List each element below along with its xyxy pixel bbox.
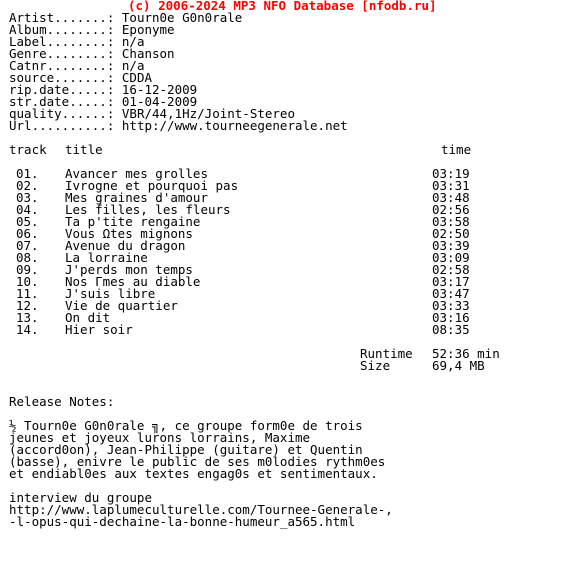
tracklist-header-title: title [65,142,103,157]
track-title: J'perds mon temps [65,262,193,277]
size-value: 69,4 MB [432,358,485,373]
info-key: Artist.......: [9,10,115,25]
release-notes-line: ½ Tourn0e G0n0rale ╗, ce groupe form0e de trois [9,418,363,433]
track-time: 03:09 [432,250,470,265]
track-time: 02:58 [432,262,470,277]
track-title: Avenue du dragon [65,238,186,253]
info-value: Eponyme [121,22,175,37]
info-value: VBR/44,1Hz/Joint-Stereo [121,106,295,121]
track-number: 13. [16,310,39,325]
track-number: 08. [16,250,39,265]
track-time: 08:35 [432,322,470,337]
runtime-value: 52:36 min [432,346,500,361]
track-time: 02:56 [432,202,470,217]
release-notes-line: et endiabl0es aux textes engag0s et sentimentaux. [9,466,378,481]
info-value: 16-12-2009 [121,82,198,97]
release-notes-line: (basse), enivre le public de ses m0lodies rythm0es [9,454,386,469]
track-time: 03:48 [432,190,470,205]
track-title: La lorraine [65,250,148,265]
info-key: Catnr........: [9,58,115,73]
track-title: Ivrogne et pourquoi pas [65,178,239,193]
info-value: CDDA [121,70,152,85]
track-title: Hier soir [65,322,133,337]
track-time: 03:17 [432,274,470,289]
track-title: Vous Ωtes mignons [65,226,193,241]
info-value: n/a [121,58,145,73]
info-key: Label........: [9,34,115,49]
track-title: Vie de quartier [65,298,178,313]
track-number: 12. [16,298,39,313]
info-key: Genre........: [9,46,115,61]
track-number: 11. [16,286,39,301]
track-time: 03:33 [432,298,470,313]
track-title: Nos Гmes au diable [65,274,201,289]
info-key: Album........: [9,22,115,37]
info-key: Url..........: [9,118,115,133]
track-title: Les filles, les fleurs [65,202,231,217]
track-time: 03:19 [432,166,470,181]
track-title: J'suis libre [65,286,156,301]
track-number: 06. [16,226,39,241]
info-value: n/a [121,34,145,49]
info-value: Tourn0e G0n0rale [121,10,243,25]
track-time: 03:58 [432,214,470,229]
info-key: rip.date.....: [9,82,115,97]
track-number: 05. [16,214,39,229]
interview-line: interview du groupe [9,490,152,505]
info-value: 01-04-2009 [121,94,198,109]
runtime-label: Runtime [360,346,413,361]
track-number: 01. [16,166,39,181]
interview-link: -l-opus-qui-dechaine-la-bonne-humeur_a565.html [9,514,356,529]
track-time: 02:50 [432,226,470,241]
info-row-url [9,120,348,132]
track-number: 02. [16,178,39,193]
tracklist-header-track: track [9,142,47,157]
info-value: Chanson [121,46,175,61]
tracklist-header-time: time [441,142,472,157]
info-value: http://www.tourneegenerale.net [121,118,348,133]
info-key: quality......: [9,106,115,121]
info-key: str.date.....: [9,94,115,109]
release-notes-line: (accord0on), Jean-Philippe (guitare) et Quentin [9,442,363,457]
track-number: 03. [16,190,39,205]
track-number: 09. [16,262,39,277]
track-number: 14. [16,322,39,337]
size-label: Size [360,358,391,373]
interview-link: http://www.laplumeculturelle.com/Tournee-Generale-, [9,502,393,517]
track-title: On dit [65,310,111,325]
release-notes-line: jeunes et joyeux lurons lorrains, Maxime [9,430,311,445]
track-title: Avancer mes grolles [65,166,208,181]
track-number: 04. [16,202,39,217]
track-time: 03:16 [432,310,470,325]
track-number: 10. [16,274,39,289]
track-number: 07. [16,238,39,253]
track-time: 03:39 [432,238,470,253]
track-time: 03:47 [432,286,470,301]
info-key: source.......: [9,70,115,85]
track-time: 03:31 [432,178,470,193]
track-title: Mes graines d'amour [65,190,208,205]
track-title: Ta p'tite rengaine [65,214,201,229]
release-notes-heading: Release Notes: [9,394,115,409]
nfodb-banner: (c) 2006-2024 MP3 NFO Database [nfodb.ru] [128,0,437,13]
